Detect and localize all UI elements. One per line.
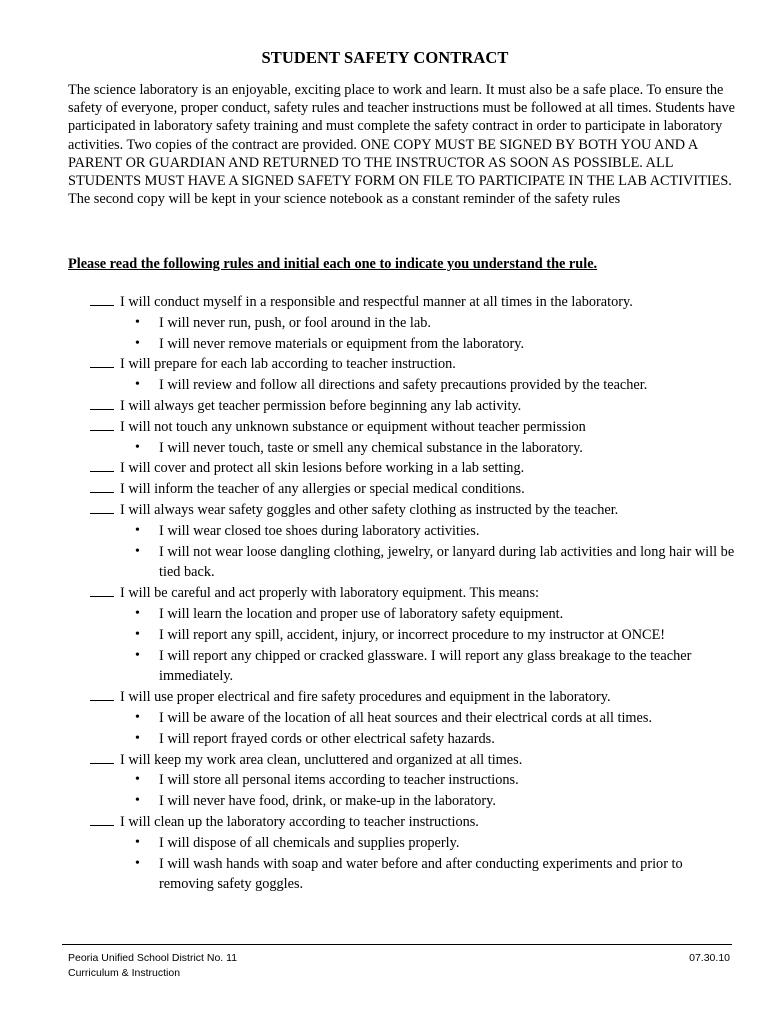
rule-text: I will be careful and act properly with laboratory equipment. This means: — [120, 585, 539, 602]
rule-item — [90, 354, 740, 375]
rule-text: I will cover and protect all skin lesions before working in a lab setting. — [120, 460, 525, 477]
rules-list — [90, 292, 740, 895]
rule-bullet — [90, 521, 740, 542]
rule-item — [90, 750, 740, 771]
bullet-icon: • — [135, 543, 140, 559]
bullet-icon: • — [135, 522, 140, 538]
bullet-text: I will never have food, drink, or make-up in the laboratory. — [159, 793, 496, 810]
rule-bullet — [90, 770, 740, 791]
rule-item — [90, 583, 740, 604]
rule-bullet — [90, 313, 740, 334]
rule-text: I will conduct myself in a responsible and respectful manner at all times in the laboratory. — [120, 294, 633, 310]
rule-text: I will keep my work area clean, uncluttered and organized at all times. — [120, 751, 523, 768]
rule-bullet — [90, 729, 740, 750]
rule-bullet — [90, 375, 740, 396]
initial-blank[interactable] — [90, 500, 114, 514]
bullet-text: I will report any chipped or cracked glassware. I will report any glass breakage to the teacher immediately. — [159, 647, 692, 685]
rule-bullet — [90, 604, 740, 625]
bullet-icon: • — [135, 647, 140, 663]
bullet-text: I will never run, push, or fool around in the lab. — [159, 314, 431, 331]
bullet-text: I will store all personal items according to teacher instructions. — [159, 772, 519, 789]
rule-text: I will clean up the laboratory according to teacher instructions. — [120, 813, 479, 830]
initial-blank[interactable] — [90, 750, 114, 764]
rule-text: I will not touch any unknown substance or equipment without teacher permission — [120, 418, 586, 435]
rule-bullet — [90, 833, 740, 854]
initial-blank[interactable] — [90, 812, 114, 826]
rule-text: I will always get teacher permission before beginning any lab activity. — [120, 397, 522, 414]
rule-item — [90, 500, 740, 521]
rule-bullet — [90, 646, 740, 688]
rule-text: I will always wear safety goggles and other safety clothing as instructed by the teacher. — [120, 501, 619, 518]
rule-bullet — [90, 334, 740, 355]
bullet-text: I will never remove materials or equipment from the laboratory. — [159, 335, 525, 352]
bullet-icon: • — [135, 314, 140, 330]
bullet-text: I will wear closed toe shoes during laboratory activities. — [159, 522, 480, 539]
rule-bullet — [90, 791, 740, 812]
rule-item — [90, 417, 740, 438]
rule-text: I will prepare for each lab according to teacher instruction. — [120, 356, 456, 373]
bullet-text: I will be aware of the location of all heat sources and their electrical cords at all times. — [159, 709, 653, 726]
rule-text: I will use proper electrical and fire safety procedures and equipment in the laboratory. — [120, 689, 611, 706]
bullet-icon: • — [135, 730, 140, 746]
initial-blank[interactable] — [90, 687, 114, 701]
page-title: STUDENT SAFETY CONTRACT — [261, 48, 509, 67]
bullet-icon: • — [135, 626, 140, 642]
bullet-icon: • — [135, 834, 140, 850]
footer-district: Peoria Unified School District No. 11 — [68, 952, 238, 964]
bullet-text: I will report any spill, accident, injury, or incorrect procedure to my instructor at ONCE! — [159, 626, 666, 643]
rule-bullet — [90, 854, 740, 896]
rule-bullet — [90, 542, 740, 584]
footer-divider — [62, 944, 732, 945]
bullet-icon: • — [135, 709, 140, 725]
bullet-text: I will wash hands with soap and water before and after conducting experiments and prior to removing safety goggles. — [159, 855, 683, 893]
bullet-text: I will not wear loose dangling clothing, jewelry, or lanyard during lab activities and long hair will be tied back. — [159, 543, 735, 581]
initial-blank[interactable] — [90, 479, 114, 493]
bullet-icon: • — [135, 793, 140, 809]
rule-item — [90, 687, 740, 708]
bullet-icon: • — [135, 439, 140, 455]
rule-item — [90, 812, 740, 833]
initial-blank[interactable] — [90, 458, 114, 472]
rule-item — [90, 479, 740, 500]
bullet-icon: • — [135, 335, 140, 351]
rule-item — [90, 396, 740, 417]
initial-blank[interactable] — [90, 292, 114, 306]
initial-blank[interactable] — [90, 417, 114, 431]
rule-bullet — [90, 708, 740, 729]
bullet-text: I will dispose of all chemicals and supplies properly. — [159, 834, 460, 851]
rule-text: I will inform the teacher of any allergies or special medical conditions. — [120, 481, 525, 498]
bullet-text: I will never touch, taste or smell any chemical substance in the laboratory. — [159, 439, 583, 456]
bullet-icon: • — [135, 772, 140, 788]
footer-department: Curriculum & Instruction — [68, 967, 181, 979]
rule-bullet — [90, 625, 740, 646]
initial-blank[interactable] — [90, 583, 114, 597]
rule-item — [90, 292, 740, 313]
bullet-icon: • — [135, 377, 140, 393]
bullet-text: I will review and follow all directions and safety precautions provided by the teacher. — [159, 377, 648, 394]
footer-left — [68, 951, 237, 981]
bullet-icon: • — [135, 605, 140, 621]
initial-blank[interactable] — [90, 396, 114, 410]
instruction-heading: Please read the following rules and initial each one to indicate you understand the rule. — [68, 256, 598, 272]
footer-date: 07.30.10 — [689, 952, 730, 964]
intro-paragraph: The science laboratory is an enjoyable, exciting place to work and learn. It must also be a safe place. To ensure the safety of everyone, proper conduct, safety rules and teacher instructions must be followed at all times. Students have participated in laboratory safety training and must complete the safety contract in order to participate in laboratory activities. Two copies of the contract are provided. ONE COPY MUST BE SIGNED BY BOTH YOU AND A PARENT OR GUARDIAN AND RETURNED TO THE INSTRUCTOR AS SOON AS POSSIBLE. ALL STUDENTS MUST HAVE A SIGNED SAFETY FORM ON FILE TO PARTICIPATE IN THE LAB ACTIVITIES. The second copy will be kept in your science notebook as a constant reminder of the safety rules — [68, 82, 735, 208]
initial-blank[interactable] — [90, 354, 114, 368]
bullet-text: I will learn the location and proper use of laboratory safety equipment. — [159, 605, 564, 622]
bullet-text: I will report frayed cords or other electrical safety hazards. — [159, 730, 495, 747]
bullet-icon: • — [135, 855, 140, 871]
rule-bullet — [90, 438, 740, 459]
rule-item — [90, 458, 740, 479]
